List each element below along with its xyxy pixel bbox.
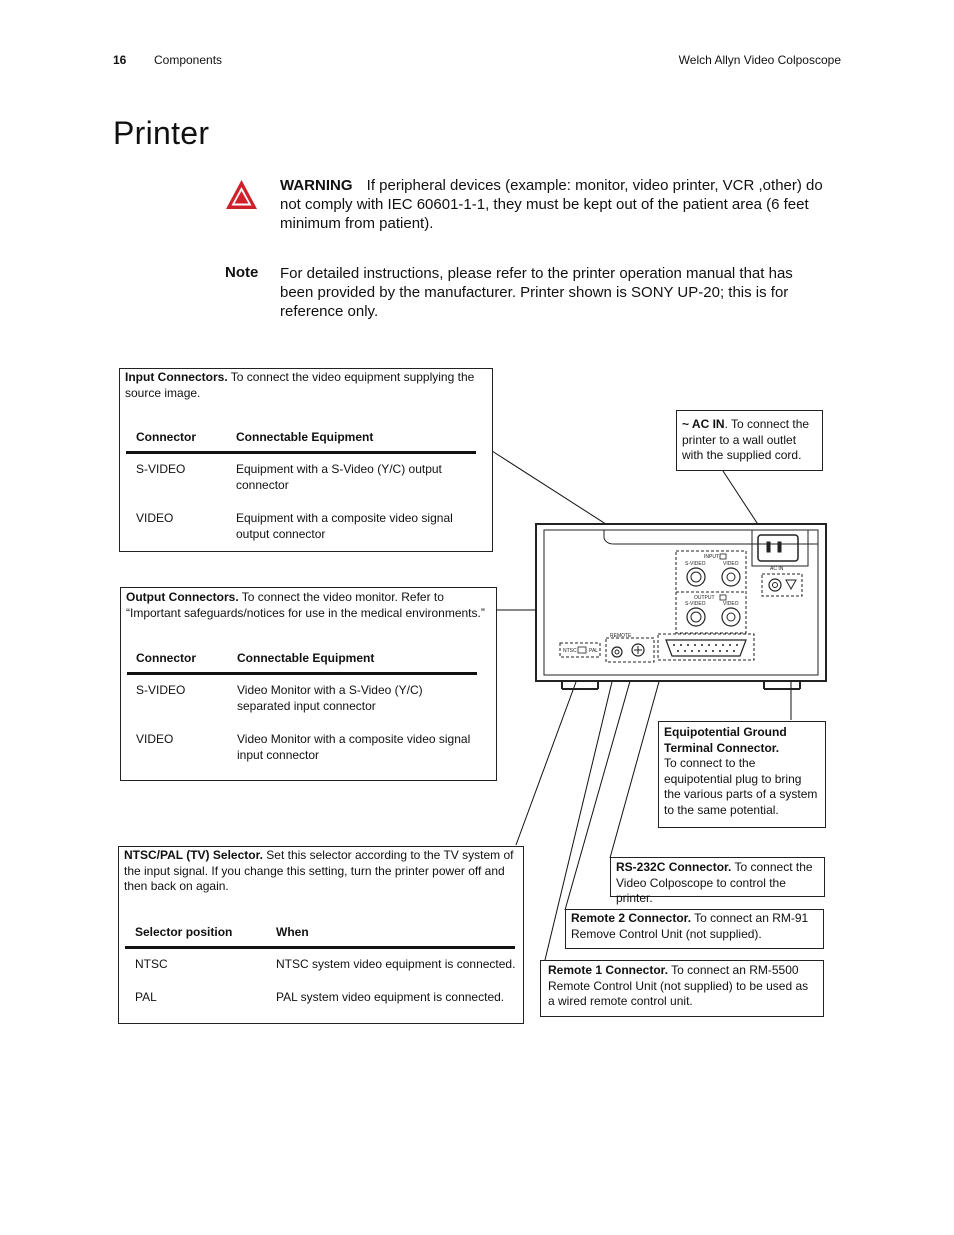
ntsc-table-rule (125, 946, 515, 949)
rs232c-title: RS-232C Connector. (616, 860, 732, 874)
page-title: Printer (113, 115, 210, 151)
ntsc-row1-position: NTSC (135, 957, 168, 971)
ac-in-desc: . To connect the printer to a wall outlet with the supplied cord. (682, 417, 810, 462)
ntsc-box-title: NTSC/PAL (TV) Selector. (124, 848, 263, 862)
ground-title: Equipotential Ground Terminal Connector. (664, 725, 787, 755)
ntsc-pal-selector-box (118, 846, 524, 1024)
input-box-title: Input Connectors. (125, 370, 228, 384)
input-col-equipment: Connectable Equipment (236, 430, 374, 444)
input-col-connector: Connector (136, 430, 196, 444)
output-row2-equipment: Video Monitor with a composite video signal input connector (237, 732, 471, 762)
panel-label-ntsc: NTSC (563, 648, 577, 654)
ntsc-row1-when: NTSC system video equipment is connected. (276, 957, 516, 971)
rs232c-box (610, 857, 825, 905)
input-box-desc: To connect the video equipment supplying the source image. (125, 370, 475, 400)
ac-in-box (676, 410, 823, 471)
ntsc-col-when: When (276, 925, 309, 939)
panel-label-remote: REMOTE (610, 633, 632, 639)
printer-rear-panel (536, 524, 826, 689)
output-row1-connector: S-VIDEO (136, 683, 186, 697)
note-label: Note (225, 264, 259, 281)
panel-label-svideo-out: S-VIDEO (685, 601, 706, 607)
output-row1-equipment: Video Monitor with a S-Video (Y/C) separated input connector (237, 683, 423, 713)
remote1-desc: To connect an RM-5500 Remote Control Unit (not supplied) to be used as a wired remote control unit. (548, 963, 809, 1008)
ntsc-row2-position: PAL (135, 990, 157, 1004)
output-row2-connector: VIDEO (136, 732, 174, 746)
panel-label-video-out: VIDEO (723, 601, 739, 607)
output-col-connector: Connector (136, 651, 196, 665)
input-connectors-box (119, 368, 493, 552)
input-row1-connector: S-VIDEO (136, 462, 186, 476)
warning-label: WARNING (280, 177, 353, 194)
panel-label-ac-in: AC IN (770, 566, 784, 572)
input-row2-connector: VIDEO (136, 511, 174, 525)
input-table-rule (126, 451, 476, 454)
panel-label-svideo-in: S-VIDEO (685, 561, 706, 567)
ac-in-title: ~ AC IN (682, 417, 725, 431)
panel-label-video-in: VIDEO (723, 561, 739, 567)
page-number: 16 (113, 53, 127, 67)
panel-label-input: INPUT (704, 554, 719, 560)
input-row2-equipment: Equipment with a composite video signal output connector (236, 511, 453, 541)
output-connectors-box (120, 587, 497, 781)
remote2-desc: To connect an RM-91 Remove Control Unit (not supplied). (571, 911, 809, 941)
warning-text: If peripheral devices (example: monitor, video printer, VCR ,other) do not comply with IEC 60601-1-1, they must be kept out of the patient area (6 feet minimum from patient). (280, 177, 823, 232)
ground-desc: To connect to the equipotential plug to bring the various parts of a system to the same potential. (664, 756, 818, 817)
output-box-title: Output Connectors. (126, 590, 239, 604)
output-box-desc: To connect the video monitor. Refer to “Important safeguards/notices for use in the medical environments.” (126, 590, 485, 620)
ntsc-row2-when: PAL system video equipment is connected. (276, 990, 505, 1004)
note-text: For detailed instructions, please refer to the printer operation manual that has been provided by the manufacturer. Printer shown is SONY UP-20; this is for reference only. (280, 265, 793, 320)
remote1-box (540, 960, 824, 1017)
remote1-title: Remote 1 Connector. (548, 963, 669, 977)
input-row1-equipment: Equipment with a S-Video (Y/C) output connector (236, 462, 442, 492)
remote2-title: Remote 2 Connector. (571, 911, 692, 925)
ntsc-box-desc: Set this selector according to the TV system of the input signal. If you change this setting, turn the printer power off and then back on again. (124, 848, 514, 893)
output-table-rule (127, 672, 477, 675)
equipotential-ground-box (658, 721, 826, 828)
product-name: Welch Allyn Video Colposcope (678, 53, 841, 67)
panel-label-pal: PAL (589, 648, 599, 654)
rs232c-desc: To connect the Video Colposcope to control the printer. (616, 860, 813, 905)
remote2-box (565, 909, 824, 949)
section-name: Components (154, 53, 223, 67)
output-col-equipment: Connectable Equipment (237, 651, 375, 665)
ntsc-col-position: Selector position (135, 925, 233, 939)
panel-label-output: OUTPUT (694, 595, 715, 601)
